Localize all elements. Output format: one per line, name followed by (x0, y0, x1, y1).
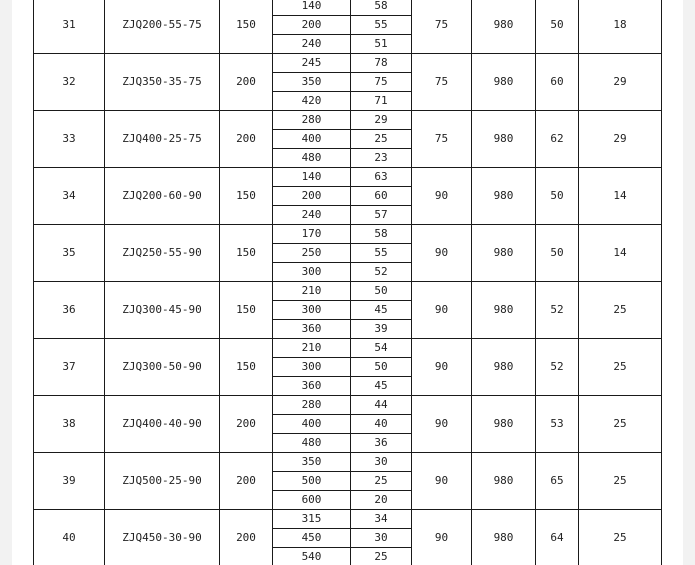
power-cell: 75 (412, 111, 472, 168)
flow-cell: 450 (273, 529, 351, 548)
head-cell: 63 (351, 168, 412, 187)
diameter-cell: 200 (220, 396, 273, 453)
row-number-cell: 39 (34, 453, 105, 510)
diameter-cell: 200 (220, 54, 273, 111)
flow-cell: 480 (273, 149, 351, 168)
efficiency-cell: 62 (536, 111, 579, 168)
table-row (34, 168, 662, 187)
speed-cell: 980 (472, 0, 536, 54)
table-row (34, 282, 662, 301)
power-cell: 90 (412, 168, 472, 225)
row-number-cell: 32 (34, 54, 105, 111)
flow-cell: 240 (273, 35, 351, 54)
head-cell: 25 (351, 548, 412, 565)
head-cell: 58 (351, 0, 412, 16)
model-cell: ZJQ250-55-90 (105, 225, 220, 282)
power-cell: 90 (412, 396, 472, 453)
weight-cell: 25 (579, 396, 662, 453)
speed-cell: 980 (472, 225, 536, 282)
head-cell: 30 (351, 529, 412, 548)
flow-cell: 480 (273, 434, 351, 453)
flow-cell: 200 (273, 16, 351, 35)
flow-cell: 360 (273, 320, 351, 339)
head-cell: 51 (351, 35, 412, 54)
row-number-cell: 34 (34, 168, 105, 225)
diameter-cell: 200 (220, 453, 273, 510)
power-cell: 75 (412, 54, 472, 111)
head-cell: 58 (351, 225, 412, 244)
table-row (34, 396, 662, 415)
diameter-cell: 150 (220, 168, 273, 225)
head-cell: 34 (351, 510, 412, 529)
flow-cell: 280 (273, 111, 351, 130)
diameter-cell: 150 (220, 282, 273, 339)
flow-cell: 170 (273, 225, 351, 244)
model-cell: ZJQ200-60-90 (105, 168, 220, 225)
head-cell: 20 (351, 491, 412, 510)
efficiency-cell: 50 (536, 0, 579, 54)
weight-cell: 25 (579, 339, 662, 396)
table-row (34, 111, 662, 130)
document-page (12, 0, 683, 565)
flow-cell: 300 (273, 263, 351, 282)
weight-cell: 29 (579, 111, 662, 168)
diameter-cell: 200 (220, 510, 273, 565)
weight-cell: 14 (579, 225, 662, 282)
model-cell: ZJQ350-35-75 (105, 54, 220, 111)
flow-cell: 400 (273, 130, 351, 149)
table-row (34, 0, 662, 16)
model-cell: ZJQ200-55-75 (105, 0, 220, 54)
head-cell: 39 (351, 320, 412, 339)
flow-cell: 400 (273, 415, 351, 434)
power-cell: 90 (412, 510, 472, 565)
power-cell: 90 (412, 339, 472, 396)
table-row (34, 453, 662, 472)
row-number-cell: 33 (34, 111, 105, 168)
model-cell: ZJQ400-25-75 (105, 111, 220, 168)
head-cell: 54 (351, 339, 412, 358)
efficiency-cell: 50 (536, 225, 579, 282)
efficiency-cell: 52 (536, 339, 579, 396)
flow-cell: 300 (273, 301, 351, 320)
head-cell: 78 (351, 54, 412, 73)
table-row (34, 510, 662, 529)
speed-cell: 980 (472, 111, 536, 168)
efficiency-cell: 64 (536, 510, 579, 565)
speed-cell: 980 (472, 282, 536, 339)
flow-cell: 250 (273, 244, 351, 263)
efficiency-cell: 60 (536, 54, 579, 111)
efficiency-cell: 53 (536, 396, 579, 453)
speed-cell: 980 (472, 510, 536, 565)
flow-cell: 240 (273, 206, 351, 225)
head-cell: 55 (351, 244, 412, 263)
table-row (34, 225, 662, 244)
row-number-cell: 36 (34, 282, 105, 339)
head-cell: 45 (351, 377, 412, 396)
head-cell: 30 (351, 453, 412, 472)
head-cell: 55 (351, 16, 412, 35)
row-number-cell: 40 (34, 510, 105, 565)
head-cell: 71 (351, 92, 412, 111)
row-number-cell: 37 (34, 339, 105, 396)
head-cell: 40 (351, 415, 412, 434)
model-cell: ZJQ300-45-90 (105, 282, 220, 339)
head-cell: 44 (351, 396, 412, 415)
model-cell: ZJQ450-30-90 (105, 510, 220, 565)
flow-cell: 600 (273, 491, 351, 510)
row-number-cell: 31 (34, 0, 105, 54)
flow-cell: 500 (273, 472, 351, 491)
table-row (34, 54, 662, 73)
flow-cell: 315 (273, 510, 351, 529)
head-cell: 25 (351, 130, 412, 149)
table-body (34, 0, 662, 565)
flow-cell: 360 (273, 377, 351, 396)
head-cell: 52 (351, 263, 412, 282)
weight-cell: 25 (579, 453, 662, 510)
flow-cell: 200 (273, 187, 351, 206)
model-cell: ZJQ500-25-90 (105, 453, 220, 510)
weight-cell: 18 (579, 0, 662, 54)
diameter-cell: 200 (220, 111, 273, 168)
diameter-cell: 150 (220, 0, 273, 54)
flow-cell: 540 (273, 548, 351, 565)
speed-cell: 980 (472, 396, 536, 453)
efficiency-cell: 65 (536, 453, 579, 510)
flow-cell: 210 (273, 282, 351, 301)
row-number-cell: 35 (34, 225, 105, 282)
head-cell: 75 (351, 73, 412, 92)
speed-cell: 980 (472, 168, 536, 225)
head-cell: 45 (351, 301, 412, 320)
weight-cell: 14 (579, 168, 662, 225)
power-cell: 90 (412, 453, 472, 510)
flow-cell: 140 (273, 0, 351, 16)
diameter-cell: 150 (220, 225, 273, 282)
weight-cell: 25 (579, 282, 662, 339)
head-cell: 29 (351, 111, 412, 130)
flow-cell: 210 (273, 339, 351, 358)
head-cell: 36 (351, 434, 412, 453)
power-cell: 75 (412, 0, 472, 54)
power-cell: 90 (412, 282, 472, 339)
power-cell: 90 (412, 225, 472, 282)
model-cell: ZJQ300-50-90 (105, 339, 220, 396)
efficiency-cell: 52 (536, 282, 579, 339)
speed-cell: 980 (472, 54, 536, 111)
pump-spec-table (33, 0, 662, 565)
head-cell: 23 (351, 149, 412, 168)
head-cell: 57 (351, 206, 412, 225)
flow-cell: 140 (273, 168, 351, 187)
flow-cell: 245 (273, 54, 351, 73)
head-cell: 50 (351, 358, 412, 377)
diameter-cell: 150 (220, 339, 273, 396)
weight-cell: 29 (579, 54, 662, 111)
head-cell: 25 (351, 472, 412, 491)
flow-cell: 350 (273, 73, 351, 92)
flow-cell: 350 (273, 453, 351, 472)
flow-cell: 280 (273, 396, 351, 415)
head-cell: 50 (351, 282, 412, 301)
row-number-cell: 38 (34, 396, 105, 453)
table-row (34, 339, 662, 358)
flow-cell: 420 (273, 92, 351, 111)
head-cell: 60 (351, 187, 412, 206)
weight-cell: 25 (579, 510, 662, 565)
flow-cell: 300 (273, 358, 351, 377)
model-cell: ZJQ400-40-90 (105, 396, 220, 453)
speed-cell: 980 (472, 339, 536, 396)
efficiency-cell: 50 (536, 168, 579, 225)
speed-cell: 980 (472, 453, 536, 510)
